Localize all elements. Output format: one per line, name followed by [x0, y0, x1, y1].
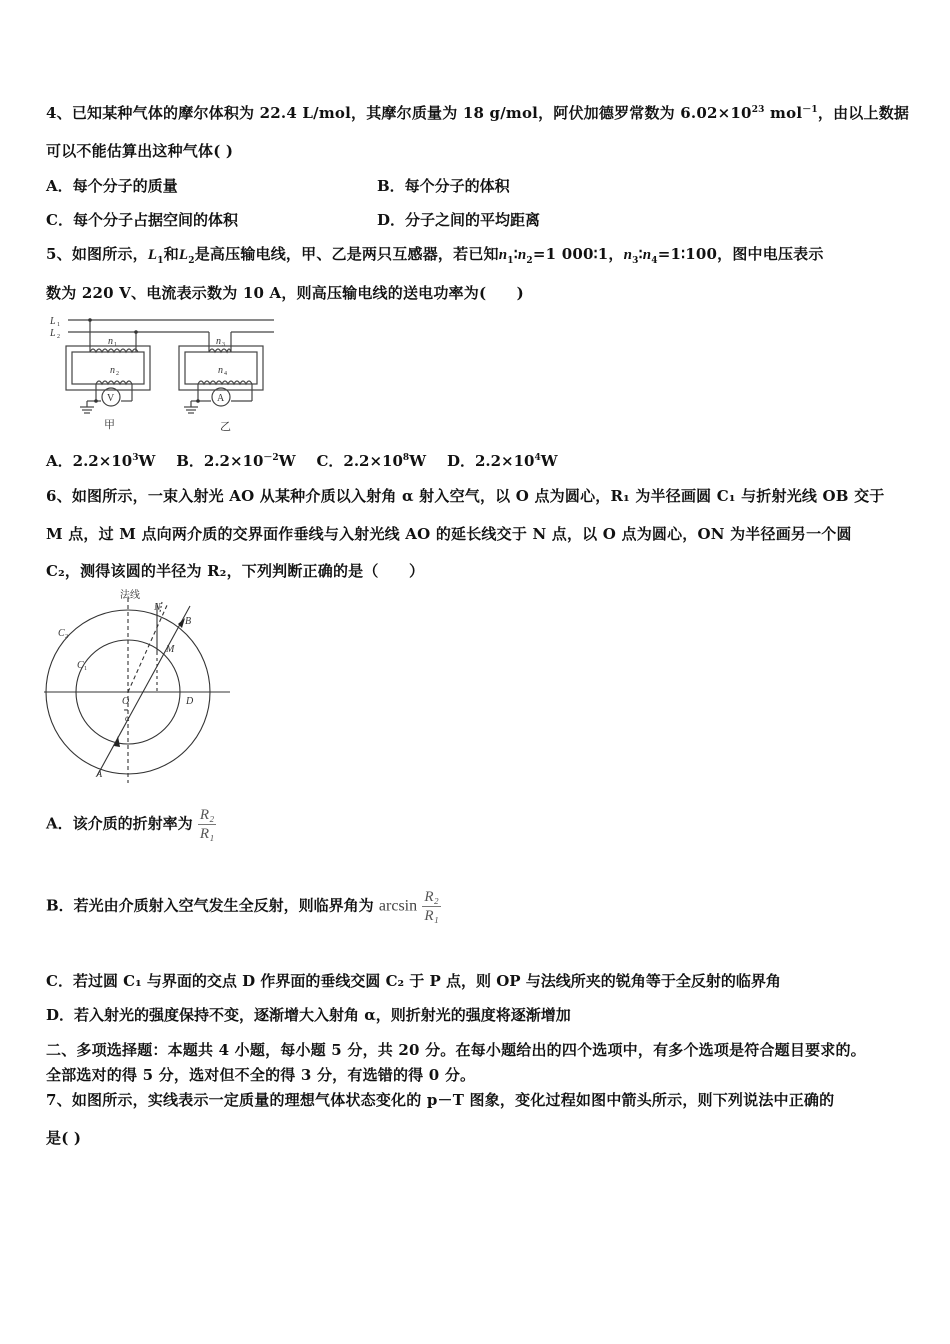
q5-option-a: A．$2.2\times 10^3W$	[46, 452, 156, 470]
q4-stem-line1	[46, 102, 909, 123]
q4-stem-text: 4、已知某种气体的摩尔体积为 22.4 L/mol，其摩尔质量为 18 g/mol，阿伏加德罗常数为 6.02×10	[46, 104, 752, 122]
q6-option-d: D．若入射光的强度保持不变，逐渐增大入射角 α，则折射光的强度将逐渐增加	[46, 1006, 571, 1024]
q4-option-d: D．分子之间的平均距离	[377, 211, 541, 229]
fraction-r2-over-r1: $\frac{\text{R₂}}{\text{R₁}}$	[199, 807, 215, 842]
label-n4: n	[218, 365, 223, 376]
fraction-r2-over-r1: $\frac{\text{R₂}}{\text{R₁}}$	[424, 889, 439, 924]
svg-text:1: 1	[57, 322, 60, 328]
q4-unit: mol	[764, 104, 803, 122]
q5-text: 和	[163, 245, 179, 263]
q5-option-b: B．$2.2\times 10^{-2}W$	[176, 452, 296, 470]
svg-text:2: 2	[57, 334, 60, 340]
label-N: N	[154, 602, 161, 613]
q4-option-a: A．每个分子的质量	[46, 177, 178, 195]
label-yi: 乙	[220, 421, 231, 433]
svg-text:1: 1	[84, 666, 87, 672]
section2-instructions-line1: 二、多项选择题：本题共 4 小题，每小题 5 分，共 20 分。在每小题给出的四个选项中，有多个选项是符合题目要求的。	[46, 1041, 866, 1059]
section2-instructions-line2: 全部选对的得 5 分，选对但不全的得 3 分，有选错的得 0 分。	[46, 1066, 476, 1084]
q4-option-c: C．每个分子占据空间的体积	[46, 211, 238, 229]
label-C2: C	[58, 628, 65, 639]
ammeter-label: A	[217, 393, 225, 404]
q4-stem-tail: ，由以上数据	[817, 104, 910, 122]
q6-refraction-figure	[44, 588, 234, 783]
arcsin-label: arcsin	[378, 897, 418, 915]
svg-text:2: 2	[65, 634, 68, 640]
q6-stem-line2: M 点，过 M 点向两介质的交界面作垂线与入射光线 AO 的延长线交于 N 点，以 O 点为圆心，ON 为半径画另一个圆	[46, 525, 852, 543]
svg-text:1: 1	[114, 342, 117, 348]
q7-stem-line2: 是( )	[46, 1129, 82, 1147]
label-alpha: α	[125, 713, 130, 723]
svg-text:3: 3	[222, 342, 225, 348]
q4-option-b: B．每个分子的体积	[377, 177, 510, 195]
label-n2: n	[110, 365, 115, 376]
label-n1: n	[108, 336, 113, 347]
q5-text: 5、如图所示，	[46, 245, 148, 263]
label-O: O	[122, 696, 130, 707]
q5-option-d: D．$2.2\times 10^4W$	[446, 452, 558, 470]
label-L2: L	[50, 328, 56, 339]
normal-line-label: 法线	[120, 590, 140, 601]
voltmeter-label: V	[107, 393, 115, 404]
label-C1: C	[77, 660, 84, 671]
q5-transformer-figure	[44, 310, 280, 436]
q6-stem-line3: C₂，测得该圆的半径为 R₂，下列判断正确的是（ ）	[46, 562, 425, 580]
q4-stem-line2: 可以不能估算出这种气体( )	[46, 142, 234, 160]
q5-option-c: C．$2.2\times 10^8W$	[316, 452, 427, 470]
label-B: B	[185, 616, 192, 627]
q7-stem-line1: 7、如图所示，实线表示一定质量的理想气体状态变化的 p－T 图象，变化过程如图中箭头所示，则下列说法中正确的	[46, 1091, 835, 1109]
q6-stem-line1: 6、如图所示，一束入射光 AO 从某种介质以入射角 α 射入空气，以 O 点为圆心，R₁ 为半径画圆 C₁ 与折射光线 OB 交于	[46, 487, 885, 505]
label-D: D	[186, 696, 194, 707]
svg-text:4: 4	[224, 371, 227, 377]
q5-stem-line2: 数为 220 V、电流表示数为 10 A，则高压输电线的送电功率为( )	[46, 284, 524, 302]
label-n3: n	[216, 336, 221, 347]
q5-ratio2: =1∶100，图中电压表示	[657, 245, 824, 263]
q5-stem-line1: 5、如图所示，$L_1$和$L_2$是高压输电线，甲、乙是两只互感器，若已知$n_1∶n_2=1$ 000∶1，$n_3∶n_4=1∶100$，图中电压表示	[46, 245, 824, 266]
q4-unit-exponent: －1	[802, 105, 818, 115]
q6-option-c: C．若过圆 C₁ 与界面的交点 D 作界面的垂线交圆 C₂ 于 P 点，则 OP 与法线所夹的锐角等于全反射的临界角	[46, 972, 781, 990]
label-jia: 甲	[104, 419, 115, 431]
label-A: A	[96, 769, 103, 780]
label-M: M	[166, 644, 175, 655]
q5-text: 是高压输电线，甲、乙是两只互感器，若已知	[194, 245, 499, 263]
q6-option-a: A．该介质的折射率为 $\frac{\text{R₂}}{\text{R₁}}$	[46, 807, 215, 842]
q5-ratio1: =1 000∶1，	[532, 245, 624, 263]
q5-options	[46, 450, 558, 471]
q4-exponent: 23	[751, 105, 765, 115]
label-L1: L	[50, 316, 56, 327]
q6-option-b: B．若光由介质射入空气发生全反射，则临界角为 arcsin $\frac{\text{R₂}}{\text{R₁}}$	[46, 889, 439, 924]
svg-text:2: 2	[116, 371, 119, 377]
